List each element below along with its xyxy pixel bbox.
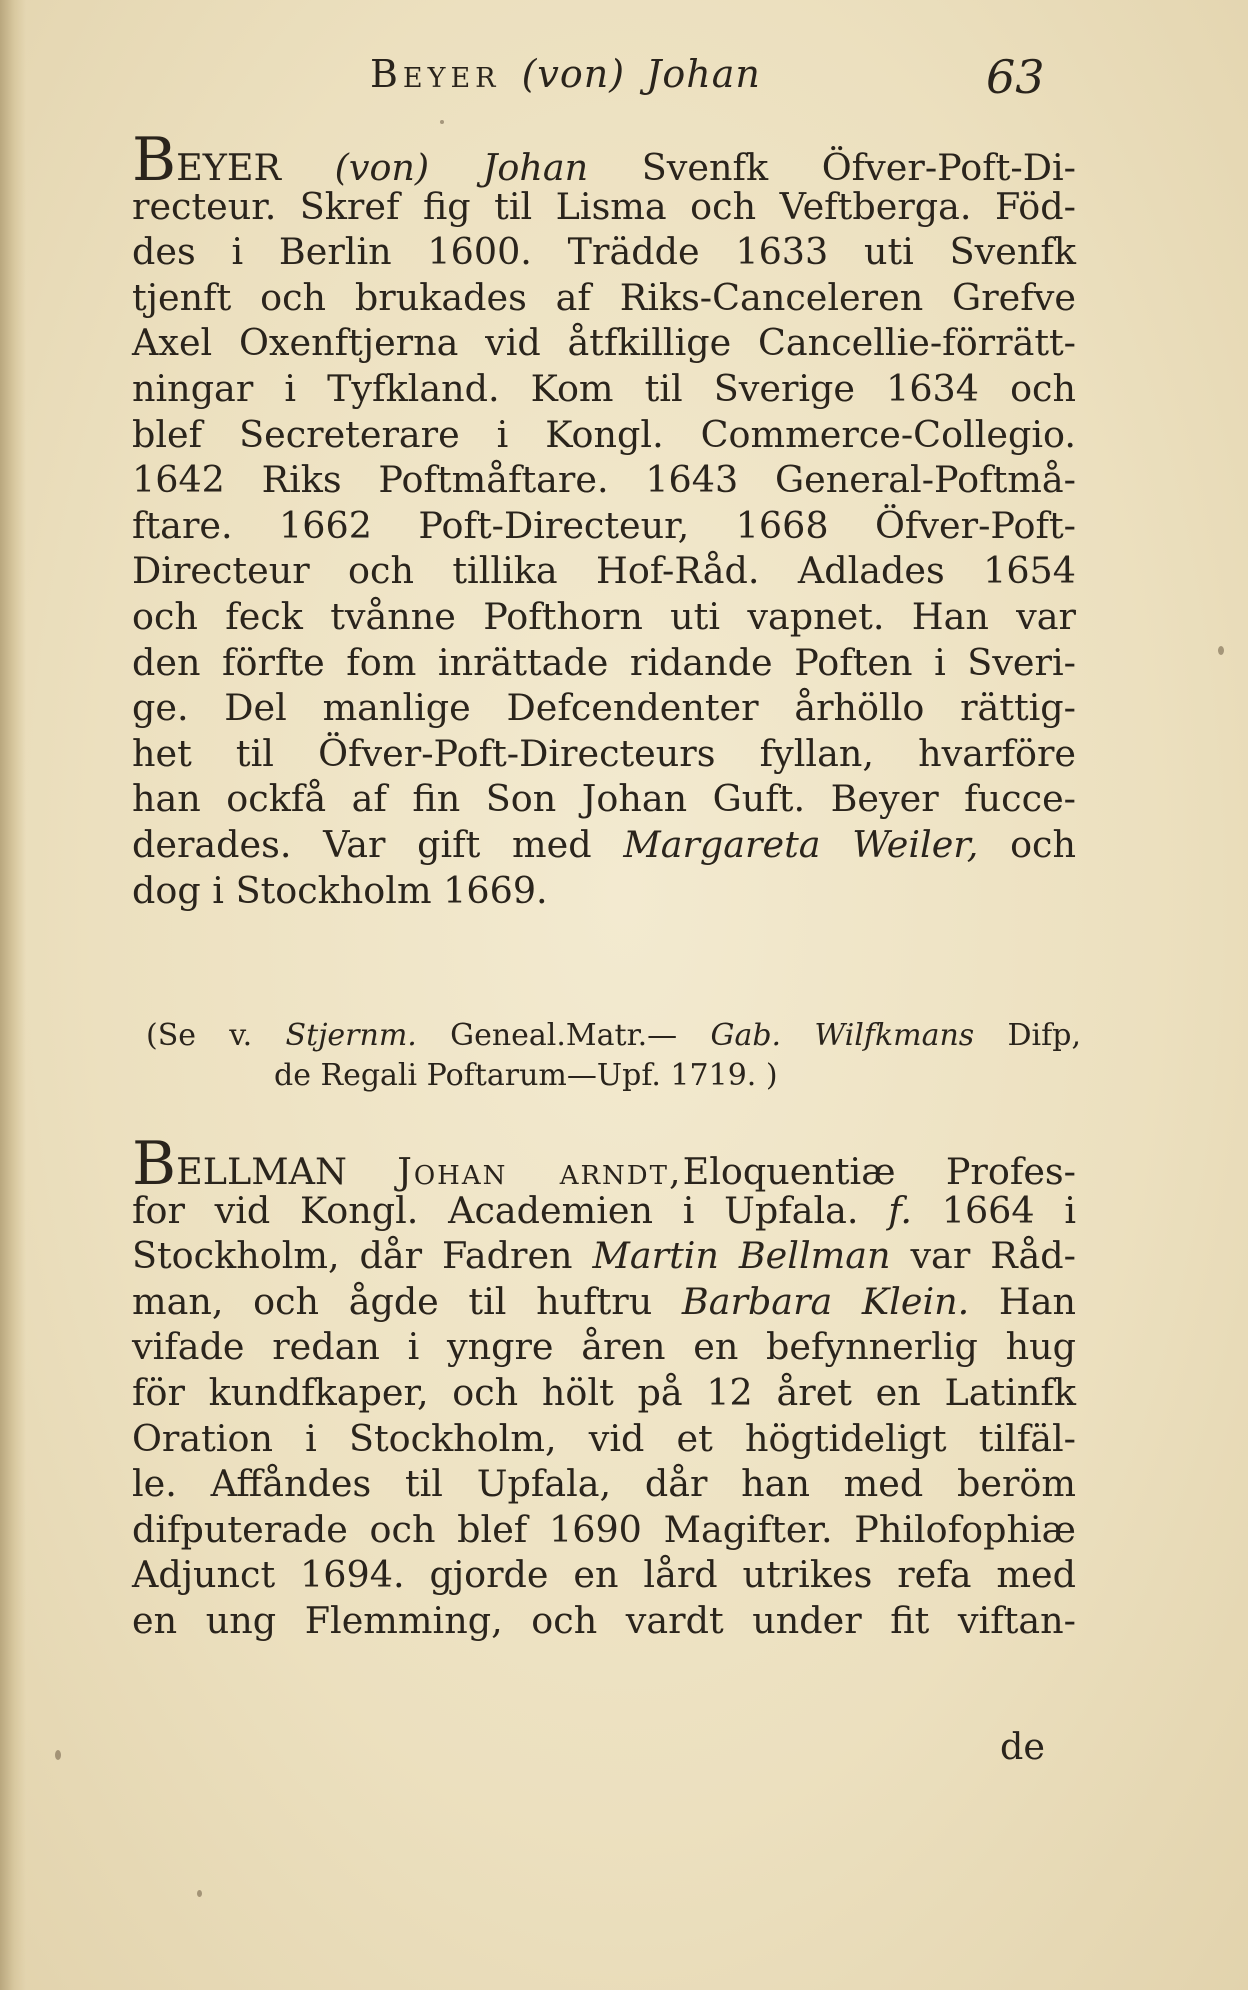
entry-text: for vid Kongl. Academien i Upfala. bbox=[132, 1188, 859, 1232]
spouse-name: Barbara Klein. bbox=[681, 1279, 970, 1323]
entry-line: för kundfkaper, och hölt på 12 året en Latinfk bbox=[132, 1370, 1076, 1414]
ink-speck bbox=[440, 120, 444, 124]
entry-line: Adjunct 1694. gjorde en lård utrikes refa med bbox=[132, 1553, 1076, 1597]
ink-speck bbox=[1218, 646, 1224, 655]
entry-headword: BELLMAN bbox=[132, 1129, 347, 1199]
entry-text: var Råd- bbox=[910, 1234, 1076, 1278]
entry-text: Svenfk Öfver-Poft-Di- bbox=[641, 146, 1077, 189]
entry-line: recteur. Skref fig til Lisma och Veftberga. Föd- bbox=[132, 184, 1076, 228]
running-head-name: Beyer bbox=[370, 52, 501, 96]
entry-von: (von) bbox=[334, 146, 430, 189]
headword-rest: ELLMAN bbox=[176, 1150, 347, 1193]
entry-line bbox=[132, 125, 1077, 195]
entry-line: Directeur och tillika Hof-Råd. Adlades 1654 bbox=[132, 549, 1076, 593]
entry-given-name: Johan arndt, bbox=[397, 1150, 683, 1193]
catchword: de bbox=[1000, 1725, 1045, 1768]
entry-text: Stockholm, dår Fadren bbox=[132, 1234, 573, 1278]
entry-line: dog i Stockholm 1669. bbox=[132, 868, 548, 912]
entry-text: Eloquentiæ Profes- bbox=[682, 1150, 1076, 1193]
father-name: Martin Bellman bbox=[592, 1234, 891, 1278]
entry-beyer bbox=[132, 125, 1077, 913]
entry-text: man, och ågde til huftru bbox=[132, 1279, 653, 1323]
headword-rest: EYER bbox=[176, 146, 281, 189]
entry-line: difputerade och blef 1690 Magifter. Philofophiæ bbox=[132, 1507, 1076, 1551]
reference-author: Stjernm. bbox=[285, 1018, 417, 1053]
entry-line: vifade redan i yngre åren en befynnerlig hug bbox=[132, 1325, 1076, 1369]
entry-line: tjenft och brukades af Riks-Canceleren Grefve bbox=[132, 275, 1076, 319]
page-gutter-shadow bbox=[0, 0, 26, 1990]
entry-bellman bbox=[132, 1129, 1077, 1644]
entry-text: derades. Var gift med bbox=[132, 822, 592, 866]
entry-line: han ockfå af fin Son Johan Guft. Beyer fucce- bbox=[132, 777, 1076, 821]
running-head-von: (von) bbox=[521, 52, 626, 96]
entry-line: ftare. 1662 Poft-Directeur, 1668 Öfver-Poft- bbox=[132, 503, 1076, 547]
entry-line: ningar i Tyfkland. Kom til Sverige 1634 och bbox=[132, 366, 1076, 410]
entry-line: blef Secreterare i Kongl. Commerce-Collegio. bbox=[132, 412, 1076, 456]
ink-speck bbox=[55, 1750, 61, 1760]
entry-line: Axel Oxenftjerna vid åtfkillige Cancellie-förrätt- bbox=[132, 321, 1076, 365]
entry-line: het til Öfver-Poft-Directeurs fyllan, hvarföre bbox=[132, 731, 1076, 775]
entry-line: le. Affåndes til Upfala, dår han med beröm bbox=[132, 1462, 1076, 1506]
reference-note bbox=[146, 1016, 1081, 1096]
ink-speck bbox=[197, 1890, 202, 1897]
entry-line bbox=[132, 1279, 1076, 1325]
reference-text: Difp, bbox=[1007, 1018, 1081, 1053]
entry-text: 1664 i bbox=[941, 1188, 1076, 1232]
entry-line: den förfte fom inrättade ridande Poften i Sveri- bbox=[132, 640, 1076, 684]
entry-given-name: Johan bbox=[482, 146, 589, 189]
entry-line: och feck tvånne Pofthorn uti vapnet. Han var bbox=[132, 594, 1076, 638]
running-head bbox=[370, 52, 761, 96]
entry-line: ge. Del manlige Defcendenter århöllo rättig- bbox=[132, 686, 1076, 730]
reference-author: Gab. Wilfkmans bbox=[710, 1018, 975, 1053]
entry-line bbox=[132, 1233, 1076, 1279]
entry-line: 1642 Riks Poftmåftare. 1643 General-Poftmå- bbox=[132, 458, 1076, 502]
reference-line bbox=[146, 1016, 1081, 1056]
entry-line: des i Berlin 1600. Trädde 1633 uti Svenfk bbox=[132, 230, 1076, 274]
running-head-given: Johan bbox=[646, 52, 761, 96]
spouse-name: Margareta Weiler, bbox=[623, 822, 979, 866]
entry-line: Oration i Stockholm, vid et högtideligt tilfäl- bbox=[132, 1416, 1076, 1460]
entry-text: och bbox=[1010, 822, 1077, 866]
entry-line bbox=[132, 1188, 1076, 1234]
reference-text: Geneal.Matr.— bbox=[450, 1018, 678, 1053]
page-number: 63 bbox=[986, 50, 1045, 104]
entry-abbrev: f. bbox=[888, 1188, 913, 1232]
reference-text: (Se v. bbox=[146, 1018, 253, 1053]
entry-line: en ung Flemming, och vardt under fit viftan- bbox=[132, 1598, 1076, 1642]
reference-line: de Regali Poftarum—Upf. 1719. ) bbox=[274, 1058, 778, 1093]
entry-line bbox=[132, 1129, 1076, 1199]
entry-text: Han bbox=[998, 1279, 1077, 1323]
entry-line bbox=[132, 822, 1076, 868]
entry-headword: BEYER bbox=[132, 125, 281, 195]
